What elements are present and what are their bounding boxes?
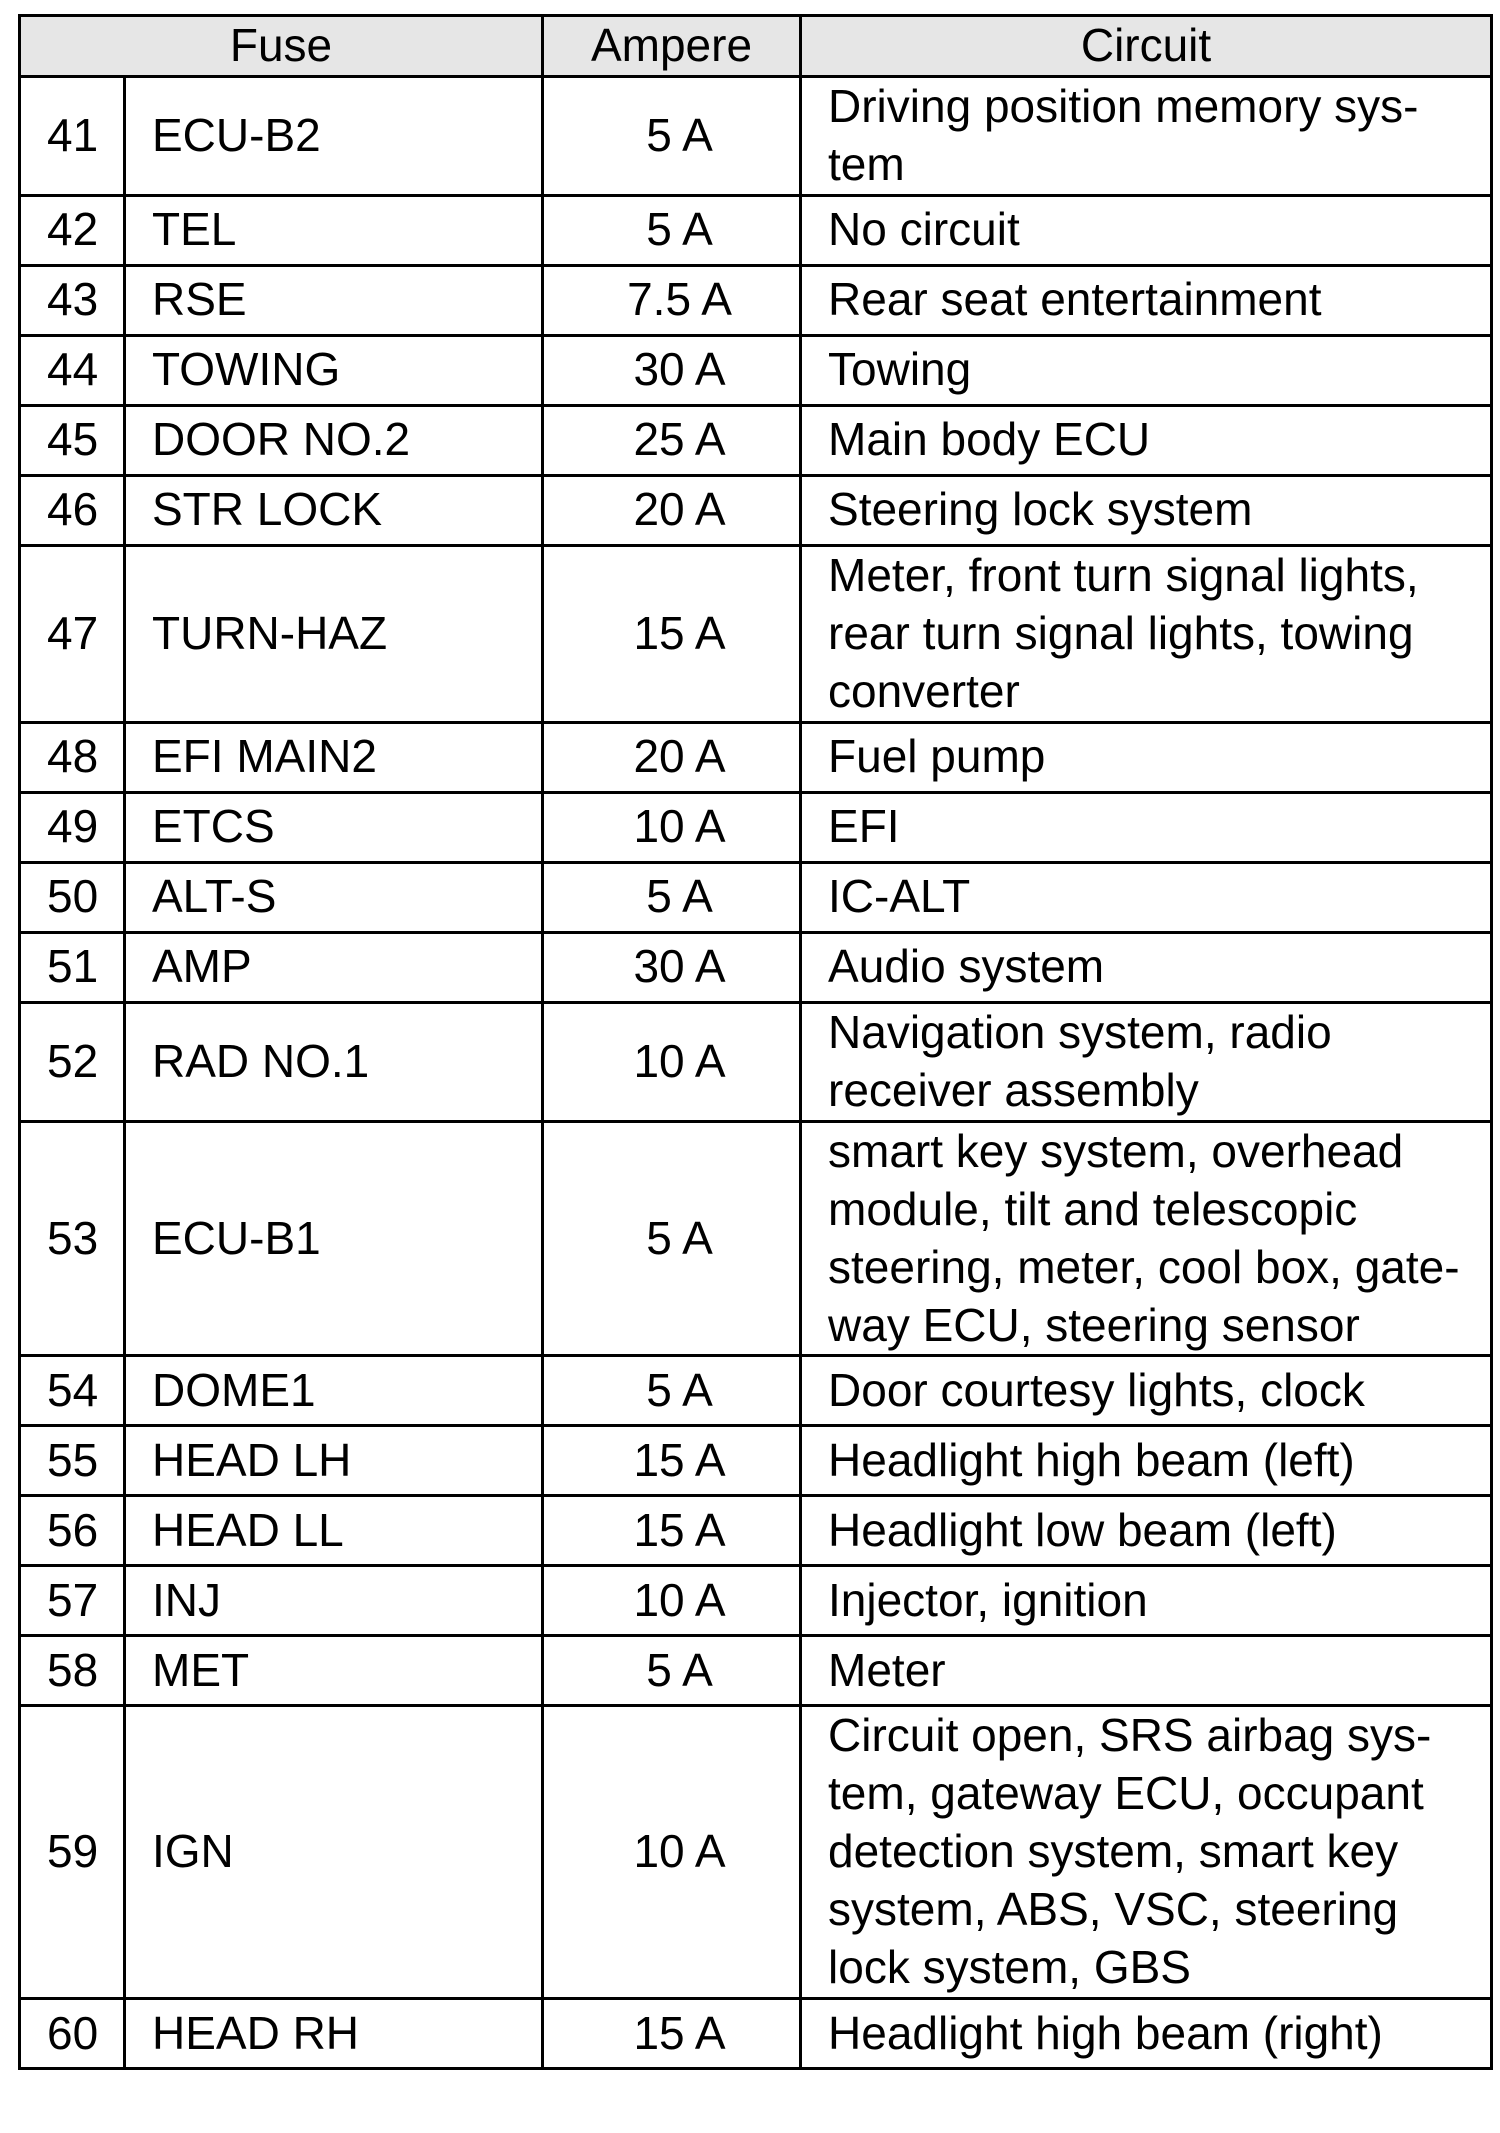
table-header [20, 16, 1492, 77]
circuit-cell: No circuit [801, 195, 1492, 265]
ampere-cell: 7.5 A [543, 265, 801, 335]
table-row [20, 335, 1492, 405]
ampere-cell: 25 A [543, 405, 801, 475]
ampere-cell: 30 A [543, 335, 801, 405]
fuse-name-cell: RAD NO.1 [125, 1002, 543, 1121]
circuit-cell: IC-ALT [801, 862, 1492, 932]
circuit-cell: Fuel pump [801, 722, 1492, 792]
header-ampere: Ampere [543, 16, 801, 77]
table-row [20, 722, 1492, 792]
ampere-cell: 30 A [543, 932, 801, 1002]
ampere-cell: 20 A [543, 475, 801, 545]
ampere-cell: 15 A [543, 1999, 801, 2069]
ampere-cell: 5 A [543, 862, 801, 932]
fuse-name-cell: TEL [125, 195, 543, 265]
circuit-cell: Steering lock system [801, 475, 1492, 545]
table-row [20, 195, 1492, 265]
table-row [20, 77, 1492, 196]
circuit-cell: smart key system, overhead module, tilt and telescopic steering, meter, cool box, gate- way ECU, steering sensor [801, 1121, 1492, 1356]
fuse-number-cell: 42 [20, 195, 125, 265]
ampere-cell: 15 A [543, 1496, 801, 1566]
fuse-number-cell: 57 [20, 1566, 125, 1636]
fuse-number-cell: 59 [20, 1706, 125, 1999]
table-row [20, 475, 1492, 545]
fuse-name-cell: RSE [125, 265, 543, 335]
table-row [20, 1636, 1492, 1706]
ampere-cell: 20 A [543, 722, 801, 792]
fuse-number-cell: 49 [20, 792, 125, 862]
fuse-name-cell: ETCS [125, 792, 543, 862]
circuit-cell: Injector, ignition [801, 1566, 1492, 1636]
fuse-name-cell: HEAD RH [125, 1999, 543, 2069]
ampere-cell: 10 A [543, 1566, 801, 1636]
ampere-cell: 10 A [543, 1002, 801, 1121]
circuit-cell: Door courtesy lights, clock [801, 1356, 1492, 1426]
fuse-number-cell: 52 [20, 1002, 125, 1121]
ampere-cell: 10 A [543, 792, 801, 862]
table-row [20, 1002, 1492, 1121]
fuse-number-cell: 45 [20, 405, 125, 475]
ampere-cell: 10 A [543, 1706, 801, 1999]
circuit-cell: Meter, front turn signal lights, rear turn signal lights, towing converter [801, 545, 1492, 722]
fuse-number-cell: 44 [20, 335, 125, 405]
fuse-name-cell: IGN [125, 1706, 543, 1999]
ampere-cell: 5 A [543, 1356, 801, 1426]
circuit-cell: Meter [801, 1636, 1492, 1706]
ampere-cell: 5 A [543, 1636, 801, 1706]
fuse-name-cell: DOOR NO.2 [125, 405, 543, 475]
table-row [20, 1496, 1492, 1566]
header-row [20, 16, 1492, 77]
fuse-name-cell: STR LOCK [125, 475, 543, 545]
circuit-cell: Rear seat entertainment [801, 265, 1492, 335]
table-row [20, 265, 1492, 335]
table-row [20, 792, 1492, 862]
circuit-cell: Headlight low beam (left) [801, 1496, 1492, 1566]
fuse-name-cell: HEAD LH [125, 1426, 543, 1496]
fuse-number-cell: 56 [20, 1496, 125, 1566]
circuit-cell: EFI [801, 792, 1492, 862]
table-row [20, 545, 1492, 722]
fuse-number-cell: 55 [20, 1426, 125, 1496]
header-fuse: Fuse [20, 16, 543, 77]
table-body [20, 77, 1492, 2069]
table-row [20, 1566, 1492, 1636]
fuse-number-cell: 48 [20, 722, 125, 792]
circuit-cell: Headlight high beam (left) [801, 1426, 1492, 1496]
fuse-number-cell: 41 [20, 77, 125, 196]
fuse-name-cell: AMP [125, 932, 543, 1002]
fuse-number-cell: 43 [20, 265, 125, 335]
fuse-number-cell: 47 [20, 545, 125, 722]
table-row [20, 1999, 1492, 2069]
fuse-number-cell: 60 [20, 1999, 125, 2069]
fuse-number-cell: 54 [20, 1356, 125, 1426]
circuit-cell: Audio system [801, 932, 1492, 1002]
table-row [20, 862, 1492, 932]
ampere-cell: 15 A [543, 1426, 801, 1496]
fuse-name-cell: EFI MAIN2 [125, 722, 543, 792]
fuse-table [18, 14, 1493, 2070]
table-row [20, 1356, 1492, 1426]
circuit-cell: Navigation system, radio receiver assembly [801, 1002, 1492, 1121]
table-row [20, 405, 1492, 475]
table-row [20, 1706, 1492, 1999]
table-row [20, 1426, 1492, 1496]
fuse-name-cell: HEAD LL [125, 1496, 543, 1566]
ampere-cell: 5 A [543, 1121, 801, 1356]
fuse-number-cell: 53 [20, 1121, 125, 1356]
header-circuit: Circuit [801, 16, 1492, 77]
table-row [20, 1121, 1492, 1356]
fuse-number-cell: 58 [20, 1636, 125, 1706]
fuse-name-cell: INJ [125, 1566, 543, 1636]
fuse-name-cell: ALT-S [125, 862, 543, 932]
fuse-name-cell: TURN-HAZ [125, 545, 543, 722]
circuit-cell: Driving position memory sys- tem [801, 77, 1492, 196]
circuit-cell: Headlight high beam (right) [801, 1999, 1492, 2069]
fuse-name-cell: DOME1 [125, 1356, 543, 1426]
fuse-name-cell: ECU-B2 [125, 77, 543, 196]
circuit-cell: Circuit open, SRS airbag sys- tem, gateway ECU, occupant detection system, smart key system, ABS, VSC, steering lock system, GBS [801, 1706, 1492, 1999]
fuse-number-cell: 50 [20, 862, 125, 932]
circuit-cell: Main body ECU [801, 405, 1492, 475]
ampere-cell: 5 A [543, 195, 801, 265]
circuit-cell: Towing [801, 335, 1492, 405]
ampere-cell: 15 A [543, 545, 801, 722]
fuse-name-cell: TOWING [125, 335, 543, 405]
fuse-name-cell: ECU-B1 [125, 1121, 543, 1356]
fuse-name-cell: MET [125, 1636, 543, 1706]
ampere-cell: 5 A [543, 77, 801, 196]
fuse-number-cell: 51 [20, 932, 125, 1002]
table-row [20, 932, 1492, 1002]
fuse-number-cell: 46 [20, 475, 125, 545]
